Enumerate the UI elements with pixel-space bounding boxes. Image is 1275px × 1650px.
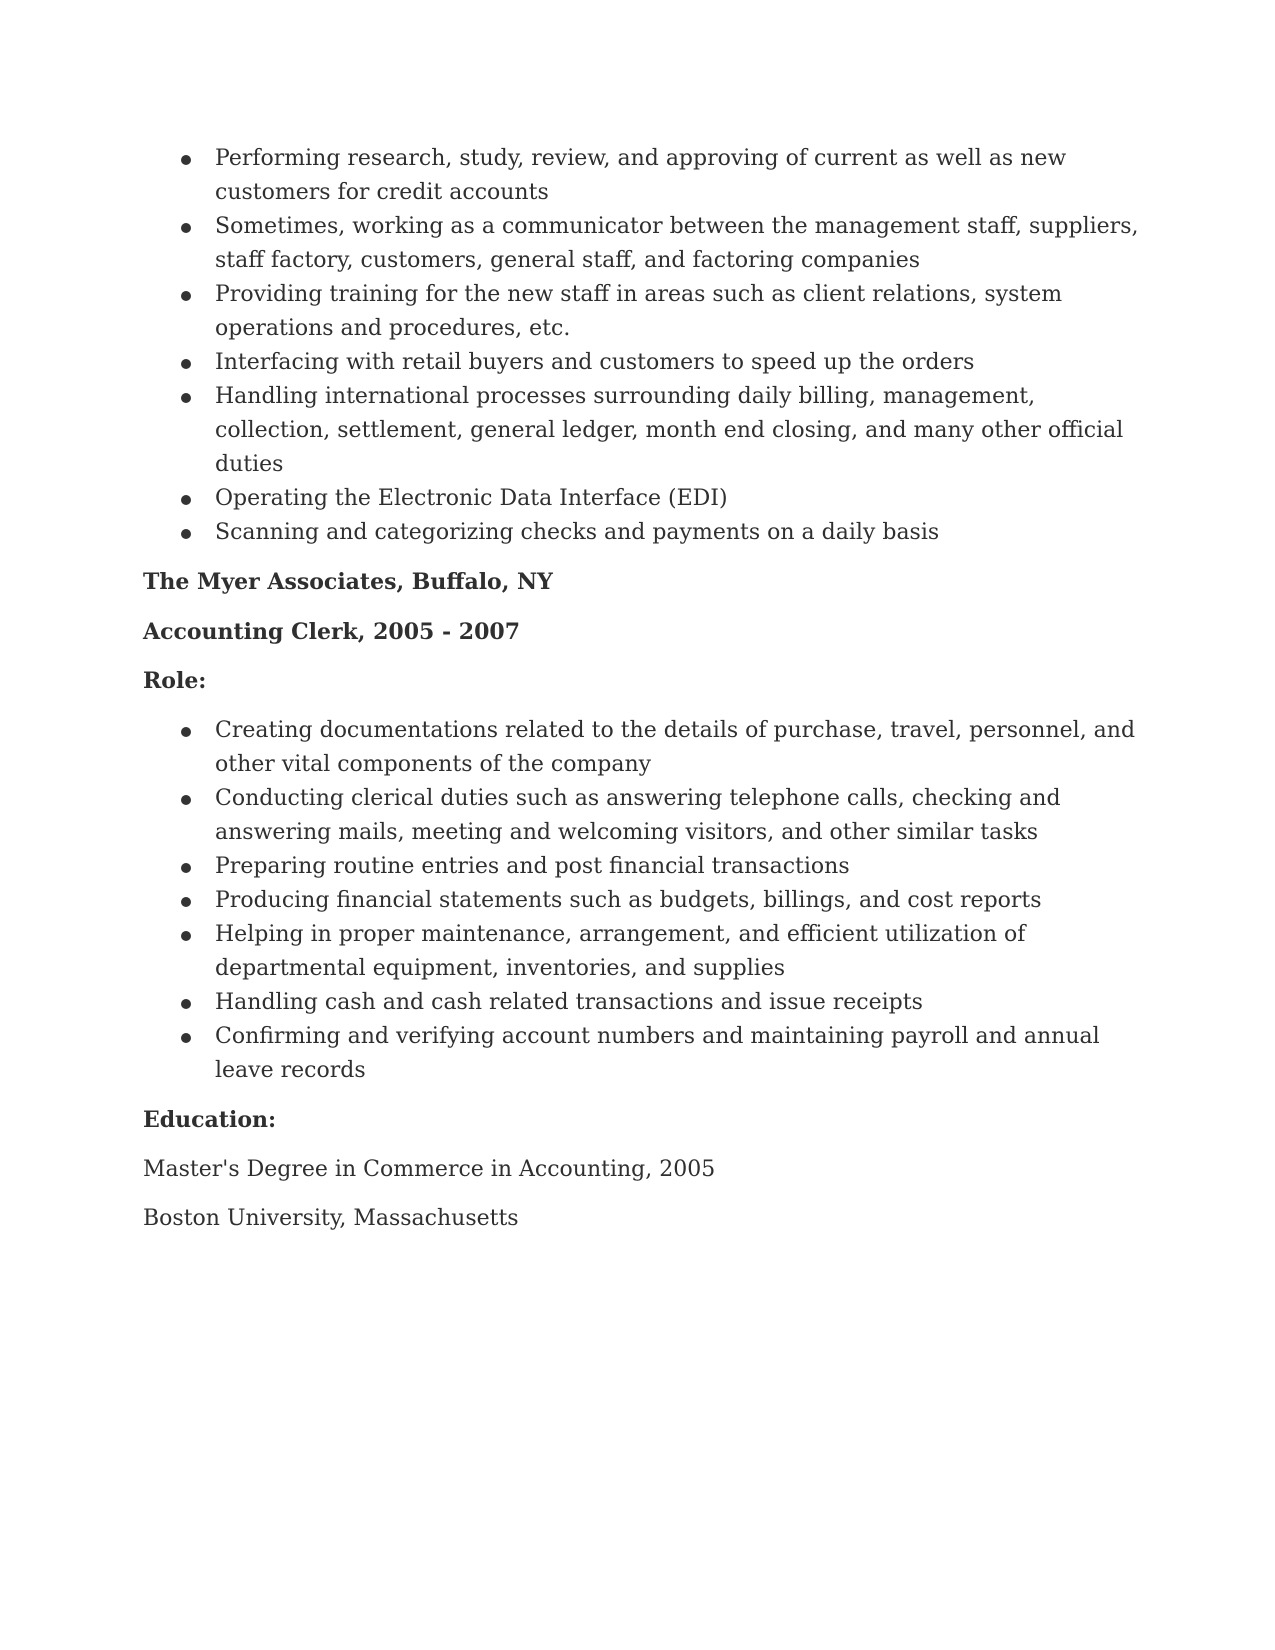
role-heading: Role: [143,668,207,694]
bullet-icon [181,529,191,539]
bullet-icon [181,291,191,301]
duty-text: Scanning and categorizing checks and payments on a daily basis [215,520,940,545]
duty-text: Operating the Electronic Data Interface (EDI) [215,486,728,511]
duty-text: Handling international processes surrounding daily billing, management, collection, settlement, general ledger, month end closing, and many other official duties [215,384,1124,477]
bullet-icon [181,495,191,505]
duty-text: Sometimes, working as a communicator between the management staff, suppliers, staff factory, customers, general staff, and factoring companies [215,214,1139,273]
company-heading: The Myer Associates, Buffalo, NY [143,569,553,595]
bullet-icon [181,393,191,403]
bullet-icon [181,359,191,369]
duty-text: Providing training for the new staff in areas such as client relations, system operations and procedures, etc. [215,282,1063,341]
list-item [181,782,1143,850]
duty-text: Creating documentations related to the details of purchase, travel, personnel, and other vital components of the company [215,718,1136,777]
school-text: Boston University, Massachusetts [143,1206,519,1231]
bullet-icon [181,863,191,873]
list-item [181,346,1143,380]
list-item [181,142,1143,210]
bullet-icon [181,897,191,907]
duty-text: Performing research, study, review, and approving of current as well as new customers for credit accounts [215,146,1067,205]
list-item [181,1020,1143,1088]
bullet-icon [181,931,191,941]
list-item [181,714,1143,782]
duty-text: Interfacing with retail buyers and customers to speed up the orders [215,350,975,375]
duty-text: Preparing routine entries and post financial transactions [215,854,850,879]
duty-text: Confirming and verifying account numbers and maintaining payroll and annual leave records [215,1024,1100,1083]
list-item [181,884,1143,918]
education-heading: Education: [143,1107,277,1133]
bullet-icon [181,1033,191,1043]
bullet-icon [181,727,191,737]
duty-text: Conducting clerical duties such as answering telephone calls, checking and answering mails, meeting and welcoming visitors, and other similar tasks [215,786,1061,845]
list-item [181,380,1143,482]
previous-duties-list [143,142,1143,550]
list-item [181,850,1143,884]
duty-text: Producing financial statements such as budgets, billings, and cost reports [215,888,1042,913]
list-item [181,986,1143,1020]
list-item [181,278,1143,346]
list-item [181,918,1143,986]
duty-text: Handling cash and cash related transactions and issue receipts [215,990,923,1015]
position-heading: Accounting Clerk, 2005 - 2007 [143,619,521,645]
degree-text: Master's Degree in Commerce in Accounting, 2005 [143,1157,716,1182]
resume-page [143,142,1143,1236]
list-item [181,516,1143,550]
list-item [181,210,1143,278]
bullet-icon [181,155,191,165]
bullet-icon [181,223,191,233]
list-item [181,482,1143,516]
role-duties-list [143,714,1143,1088]
duty-text: Helping in proper maintenance, arrangement, and efficient utilization of departmental equipment, inventories, and supplies [215,922,1026,981]
bullet-icon [181,795,191,805]
bullet-icon [181,999,191,1009]
